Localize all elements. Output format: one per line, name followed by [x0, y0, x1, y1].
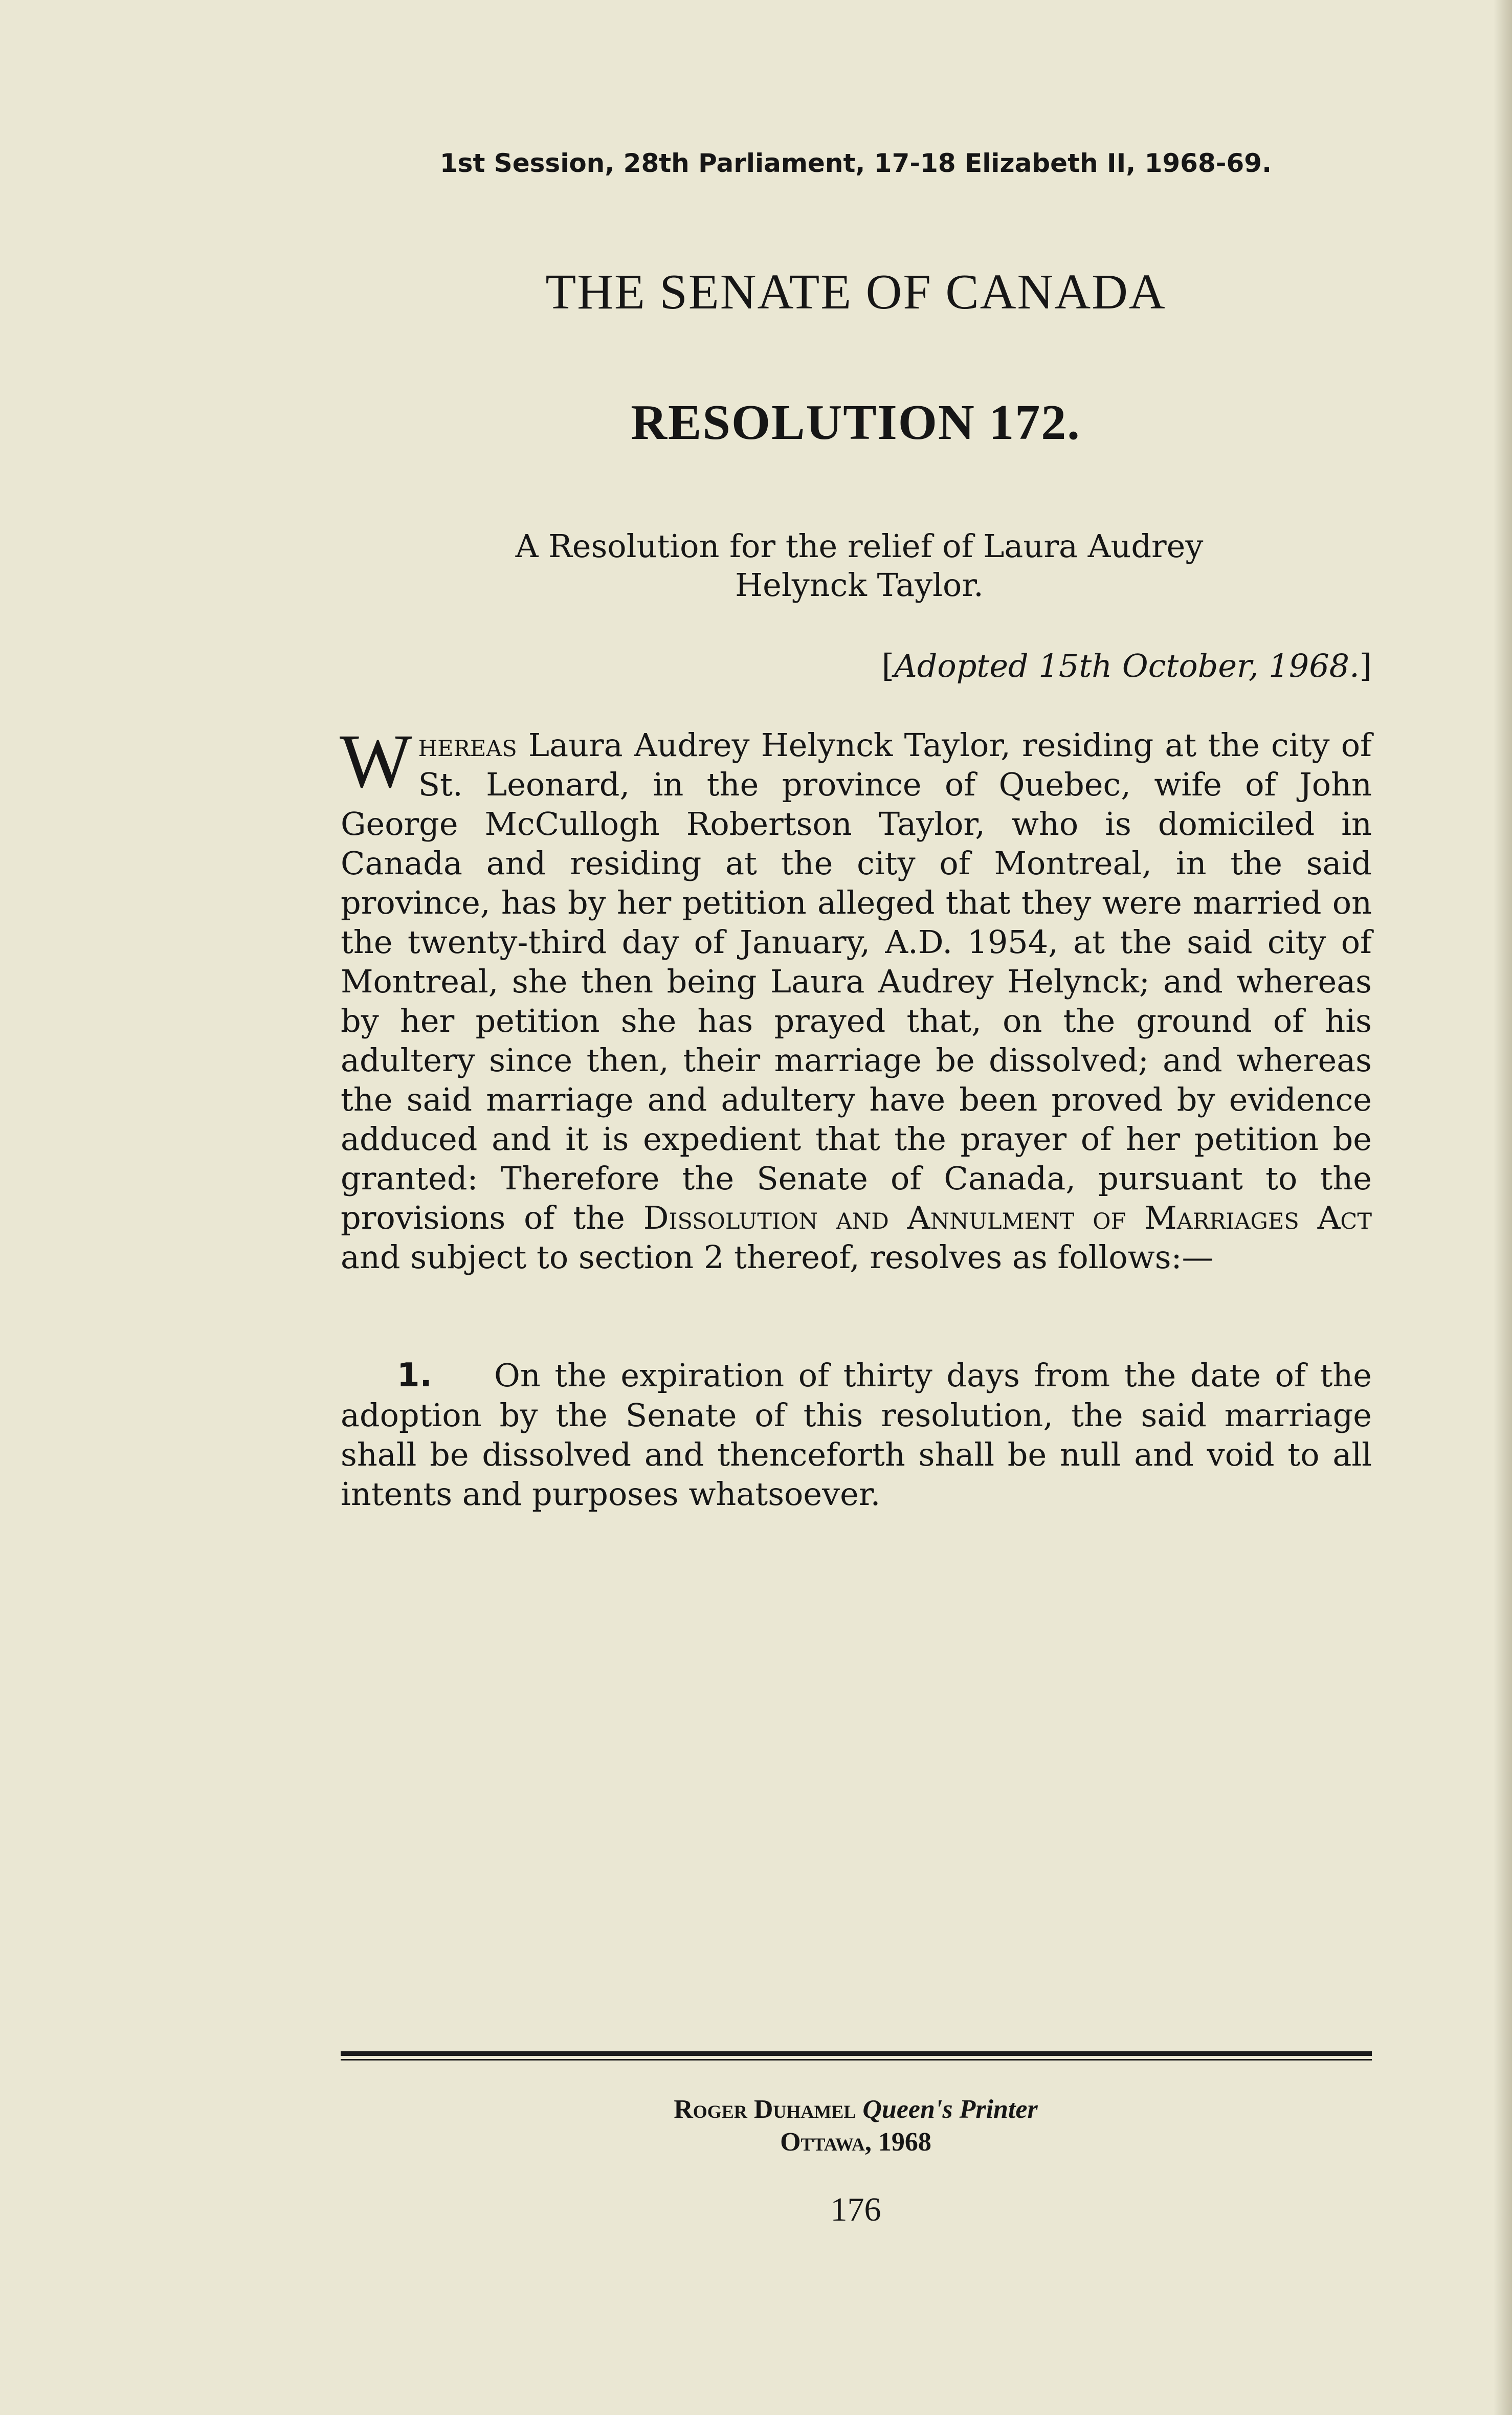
adopted-text: Adopted 15th October, 1968.: [894, 647, 1360, 684]
footer-rule-thick: [341, 2051, 1372, 2056]
page-number: 176: [830, 2191, 881, 2228]
clause-1: [341, 1356, 1372, 1514]
footer-rule-thin: [341, 2059, 1372, 2060]
clause-number: 1.: [397, 1357, 432, 1394]
senate-title: THE SENATE OF CANADA: [545, 264, 1166, 320]
clause-text: On the expiration of thirty days from the date of the adoption by the Senate of this resolution, the said marriage shall be dissolved and thenceforth shall be null and void to all intents and purposes whatsoever.: [341, 1357, 1372, 1513]
adopted-close-bracket: ]: [1359, 647, 1372, 684]
printer-title: Queen's Printer: [862, 2095, 1038, 2124]
preamble-text-2: and subject to section 2 thereof, resolves as follows:—: [341, 1238, 1214, 1276]
resolution-description: A Resolution for the relief of Laura Audrey Helynck Taylor.: [515, 527, 1204, 604]
preamble-paragraph: [340, 719, 1372, 1277]
adopted-date: [882, 647, 1372, 684]
adopted-open-bracket: [: [881, 647, 894, 684]
preamble-first-word: hereas: [418, 726, 517, 764]
resolution-title: RESOLUTION 172.: [631, 395, 1081, 450]
clause-paragraph: [341, 1356, 1372, 1514]
drop-cap: W: [340, 719, 412, 804]
preamble: [340, 719, 1372, 1277]
printer-imprint: [0, 2093, 1512, 2159]
session-line: 1st Session, 28th Parliament, 17-18 Elizabeth II, 1968-69.: [439, 148, 1272, 178]
page-edge-shadow: [1494, 0, 1512, 2415]
printer-line: [0, 2093, 1512, 2126]
preamble-text-1: Laura Audrey Helynck Taylor, residing at the city of St. Leonard, in the province of Quebec, wife of John George McCullogh Robertson Taylor, who is domiciled in Canada and residing at the city of Montreal, in the said province, has by her petition alleged that they were married on the twenty-third day of January, A.D. 1954, at the said city of Montreal, she then being Laura Audrey Helynck; and whereas by her petition she has prayed that, on the ground of his adultery since then, their marriage be dissolved; and whereas the said marriage and adultery have been proved by evidence adduced and it is expedient that the prayer of her petition be granted: Therefore the Senate of Canada, pursuant to the provisions of the: [341, 726, 1372, 1236]
printer-name: Roger Duhamel: [674, 2095, 856, 2124]
printer-place: Ottawa, 1968: [780, 2128, 931, 2157]
act-name: Dissolution and Annulment of Marriages Act: [643, 1199, 1372, 1236]
